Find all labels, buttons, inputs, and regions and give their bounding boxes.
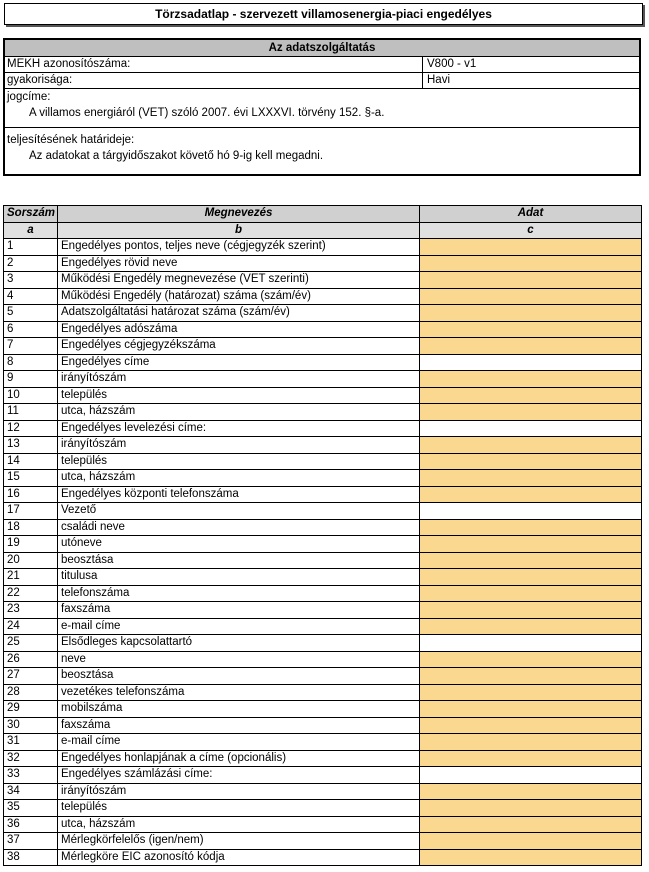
row-label: Engedélyes pontos, teljes neve (cégjegyzék szerint) xyxy=(58,239,420,256)
data-input-cell[interactable] xyxy=(420,734,642,751)
info-panel xyxy=(3,38,641,176)
table-row xyxy=(4,305,642,322)
row-number: 28 xyxy=(4,684,58,701)
row-label: családi neve xyxy=(58,519,420,536)
data-input-cell[interactable] xyxy=(420,536,642,553)
table-body xyxy=(4,239,642,866)
data-input-cell[interactable] xyxy=(420,833,642,850)
row-label: irányítószám xyxy=(58,437,420,454)
row-number: 35 xyxy=(4,800,58,817)
data-input-cell[interactable] xyxy=(420,404,642,421)
row-number: 17 xyxy=(4,503,58,520)
table-row xyxy=(4,536,642,553)
deadline-label: teljesítésének határideje: xyxy=(7,134,135,146)
table-row xyxy=(4,602,642,619)
row-label: Engedélyes címe xyxy=(58,354,420,371)
table-subheader-row xyxy=(4,222,642,239)
data-empty-cell xyxy=(420,767,642,784)
data-empty-cell xyxy=(420,420,642,437)
table-row xyxy=(4,701,642,718)
row-label: telefonszáma xyxy=(58,585,420,602)
row-number: 21 xyxy=(4,569,58,586)
row-number: 32 xyxy=(4,750,58,767)
row-number: 1 xyxy=(4,239,58,256)
row-number: 29 xyxy=(4,701,58,718)
row-label: utca, házszám xyxy=(58,404,420,421)
table-row xyxy=(4,519,642,536)
row-number: 26 xyxy=(4,651,58,668)
table-row xyxy=(4,272,642,289)
table-row xyxy=(4,239,642,256)
row-label: Engedélyes honlapjának a címe (opcionális) xyxy=(58,750,420,767)
table-row xyxy=(4,470,642,487)
col-adat-header: Adat xyxy=(420,206,642,223)
data-table xyxy=(3,205,642,866)
row-label: vezetékes telefonszáma xyxy=(58,684,420,701)
data-input-cell[interactable] xyxy=(420,602,642,619)
mekh-label: MEKH azonosítószáma: xyxy=(5,57,423,72)
table-row xyxy=(4,783,642,800)
row-number: 3 xyxy=(4,272,58,289)
table-row xyxy=(4,569,642,586)
table-row xyxy=(4,767,642,784)
row-number: 22 xyxy=(4,585,58,602)
row-label: település xyxy=(58,387,420,404)
row-number: 2 xyxy=(4,255,58,272)
data-input-cell[interactable] xyxy=(420,618,642,635)
legal-block xyxy=(5,89,639,128)
row-label: e-mail címe xyxy=(58,618,420,635)
row-label: e-mail címe xyxy=(58,734,420,751)
table-row xyxy=(4,503,642,520)
data-input-cell[interactable] xyxy=(420,552,642,569)
row-number: 23 xyxy=(4,602,58,619)
row-label: Engedélyes rövid neve xyxy=(58,255,420,272)
row-label: Működési Engedély megnevezése (VET szerinti) xyxy=(58,272,420,289)
row-number: 7 xyxy=(4,338,58,355)
table-row xyxy=(4,437,642,454)
data-input-cell[interactable] xyxy=(420,800,642,817)
data-input-cell[interactable] xyxy=(420,371,642,388)
mekh-row xyxy=(5,57,639,73)
data-input-cell[interactable] xyxy=(420,453,642,470)
table-row xyxy=(4,734,642,751)
table-row xyxy=(4,833,642,850)
data-input-cell[interactable] xyxy=(420,288,642,305)
data-input-cell[interactable] xyxy=(420,701,642,718)
row-number: 25 xyxy=(4,635,58,652)
row-number: 30 xyxy=(4,717,58,734)
data-input-cell[interactable] xyxy=(420,305,642,322)
row-number: 37 xyxy=(4,833,58,850)
table-row xyxy=(4,255,642,272)
row-label: település xyxy=(58,453,420,470)
row-label: beosztása xyxy=(58,552,420,569)
table-row xyxy=(4,684,642,701)
table-row xyxy=(4,668,642,685)
row-number: 9 xyxy=(4,371,58,388)
table-row xyxy=(4,338,642,355)
row-number: 13 xyxy=(4,437,58,454)
row-label: beosztása xyxy=(58,668,420,685)
row-label: Engedélyes számlázási címe: xyxy=(58,767,420,784)
deadline-text: Az adatokat a tárgyidőszakot követő hó 9-ig kell megadni. xyxy=(29,150,324,162)
form-title: Törzsadatlap - szervezett villamosenergia-piaci engedélyes xyxy=(4,3,643,25)
row-number: 20 xyxy=(4,552,58,569)
info-header: Az adatszolgáltatás xyxy=(5,40,639,57)
row-label: neve xyxy=(58,651,420,668)
data-input-cell[interactable] xyxy=(420,783,642,800)
data-input-cell[interactable] xyxy=(420,272,642,289)
table-row xyxy=(4,453,642,470)
row-number: 33 xyxy=(4,767,58,784)
row-number: 14 xyxy=(4,453,58,470)
table-row xyxy=(4,354,642,371)
mekh-value: V800 - v1 xyxy=(427,58,477,70)
legal-text: A villamos energiáról (VET) szóló 2007. évi LXXXVI. törvény 152. §-a. xyxy=(29,107,385,119)
row-label: utóneve xyxy=(58,536,420,553)
row-label: település xyxy=(58,800,420,817)
table-row xyxy=(4,618,642,635)
table-header-row xyxy=(4,206,642,223)
table-row xyxy=(4,404,642,421)
row-number: 6 xyxy=(4,321,58,338)
table-row xyxy=(4,800,642,817)
data-input-cell[interactable] xyxy=(420,684,642,701)
data-input-cell[interactable] xyxy=(420,321,642,338)
row-label: Mérlegkörfelelős (igen/nem) xyxy=(58,833,420,850)
data-input-cell[interactable] xyxy=(420,255,642,272)
row-label: irányítószám xyxy=(58,783,420,800)
table-row xyxy=(4,585,642,602)
data-input-cell[interactable] xyxy=(420,486,642,503)
row-number: 19 xyxy=(4,536,58,553)
data-input-cell[interactable] xyxy=(420,569,642,586)
row-label: Engedélyes központi telefonszáma xyxy=(58,486,420,503)
data-input-cell[interactable] xyxy=(420,816,642,833)
col-megnevezes-header: Megnevezés xyxy=(58,206,420,223)
data-input-cell[interactable] xyxy=(420,519,642,536)
table-row xyxy=(4,288,642,305)
row-number: 12 xyxy=(4,420,58,437)
row-number: 4 xyxy=(4,288,58,305)
row-number: 24 xyxy=(4,618,58,635)
row-number: 27 xyxy=(4,668,58,685)
row-label: titulusa xyxy=(58,569,420,586)
data-empty-cell xyxy=(420,503,642,520)
row-number: 38 xyxy=(4,849,58,866)
row-number: 18 xyxy=(4,519,58,536)
row-label: mobilszáma xyxy=(58,701,420,718)
data-input-cell[interactable] xyxy=(420,387,642,404)
table-row xyxy=(4,321,642,338)
sub-c: c xyxy=(420,222,642,239)
data-input-cell[interactable] xyxy=(420,750,642,767)
row-number: 31 xyxy=(4,734,58,751)
sub-b: b xyxy=(58,222,420,239)
row-label: Adatszolgáltatási határozat száma (szám/év) xyxy=(58,305,420,322)
data-empty-cell xyxy=(420,635,642,652)
row-number: 8 xyxy=(4,354,58,371)
row-number: 36 xyxy=(4,816,58,833)
data-input-cell[interactable] xyxy=(420,338,642,355)
data-input-cell[interactable] xyxy=(420,470,642,487)
col-sorszam-header: Sorszám xyxy=(4,206,58,223)
freq-label: gyakorisága: xyxy=(5,73,423,88)
row-label: faxszáma xyxy=(58,717,420,734)
row-number: 11 xyxy=(4,404,58,421)
row-number: 16 xyxy=(4,486,58,503)
row-label: Mérlegköre EIC azonosító kódja xyxy=(58,849,420,866)
row-label: Vezető xyxy=(58,503,420,520)
freq-row xyxy=(5,73,639,89)
row-label: faxszáma xyxy=(58,602,420,619)
row-label: utca, házszám xyxy=(58,816,420,833)
table-row xyxy=(4,750,642,767)
data-input-cell[interactable] xyxy=(420,651,642,668)
table-row xyxy=(4,651,642,668)
row-label: Engedélyes cégjegyzékszáma xyxy=(58,338,420,355)
freq-value: Havi xyxy=(427,74,451,86)
data-input-cell[interactable] xyxy=(420,437,642,454)
data-input-cell[interactable] xyxy=(420,585,642,602)
legal-label: jogcíme: xyxy=(7,91,51,103)
table-row xyxy=(4,371,642,388)
row-label: Működési Engedély (határozat) száma (szám/év) xyxy=(58,288,420,305)
data-input-cell[interactable] xyxy=(420,849,642,866)
table-row xyxy=(4,849,642,866)
table-row xyxy=(4,420,642,437)
sub-a: a xyxy=(4,222,58,239)
table-row xyxy=(4,387,642,404)
table-row xyxy=(4,552,642,569)
deadline-block xyxy=(5,128,639,174)
data-input-cell[interactable] xyxy=(420,239,642,256)
table-row xyxy=(4,486,642,503)
row-number: 5 xyxy=(4,305,58,322)
row-number: 10 xyxy=(4,387,58,404)
row-label: Engedélyes adószáma xyxy=(58,321,420,338)
row-label: utca, házszám xyxy=(58,470,420,487)
row-label: Engedélyes levelezési címe: xyxy=(58,420,420,437)
row-number: 34 xyxy=(4,783,58,800)
row-label: Elsődleges kapcsolattartó xyxy=(58,635,420,652)
data-empty-cell xyxy=(420,354,642,371)
data-input-cell[interactable] xyxy=(420,717,642,734)
row-number: 15 xyxy=(4,470,58,487)
data-input-cell[interactable] xyxy=(420,668,642,685)
table-row xyxy=(4,635,642,652)
table-row xyxy=(4,717,642,734)
table-row xyxy=(4,816,642,833)
row-label: irányítószám xyxy=(58,371,420,388)
